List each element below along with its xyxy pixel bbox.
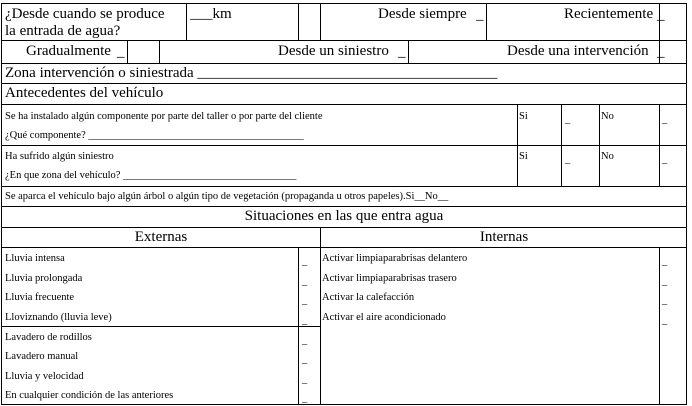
accident-yes-blank[interactable]: _ xyxy=(565,154,571,165)
external-item: Lavadero manual xyxy=(5,351,79,362)
option-since-intervention: Desde una intervención xyxy=(507,43,649,59)
col-divider xyxy=(186,3,187,40)
external-item: Lluvia intensa xyxy=(5,253,65,264)
col-divider xyxy=(298,3,299,40)
col-divider xyxy=(659,247,660,405)
col-divider xyxy=(320,227,321,405)
accident-question: Ha sufrido algún siniestro xyxy=(5,151,114,162)
water-situations-title: Situaciones en las que entra agua xyxy=(244,208,444,224)
row-divider xyxy=(1,40,687,41)
component-installed-question: Se ha instalado algún componente por parte del taller o por parte del cliente xyxy=(5,111,323,122)
row-divider xyxy=(1,326,321,327)
component-no-label: No xyxy=(601,111,614,122)
component-no-blank[interactable]: _ xyxy=(662,114,668,125)
internal-item: Activar limpiaparabrisas trasero xyxy=(322,273,457,284)
option-always-blank[interactable]: _ xyxy=(476,7,484,23)
row-divider xyxy=(1,104,687,105)
row-divider xyxy=(1,83,687,84)
option-recently-blank[interactable]: _ xyxy=(657,7,665,23)
option-since-intervention-blank[interactable]: _ xyxy=(657,44,665,60)
row-divider xyxy=(1,63,687,64)
external-item: Lluvia frecuente xyxy=(5,292,75,303)
row-divider xyxy=(1,247,687,248)
internal-item: Activar limpiaparabrisas delantero xyxy=(322,253,468,264)
vehicle-history-title: Antecedentes del vehículo xyxy=(5,85,164,101)
col-divider xyxy=(159,40,160,63)
km-field[interactable]: ___km xyxy=(190,6,232,22)
row-divider xyxy=(1,227,687,228)
internal-header: Internas xyxy=(479,229,529,245)
col-divider xyxy=(599,104,600,186)
external-item-blank[interactable]: _ xyxy=(302,374,308,385)
row-divider xyxy=(1,145,687,146)
external-item: Lavadero de rodillos xyxy=(5,332,92,343)
row-divider xyxy=(1,206,687,207)
row-divider xyxy=(1,186,687,187)
external-item: Lluvia prolongada xyxy=(5,273,83,284)
internal-item-blank[interactable]: _ xyxy=(662,315,668,326)
external-item: Lloviznando (lluvia leve) xyxy=(5,312,112,323)
col-divider xyxy=(127,40,128,63)
col-divider xyxy=(659,104,660,186)
component-yes-label: Si xyxy=(519,111,528,122)
col-divider xyxy=(408,40,409,63)
external-item-blank[interactable]: _ xyxy=(302,335,308,346)
external-item-blank[interactable]: _ xyxy=(302,354,308,365)
col-divider xyxy=(561,104,562,186)
component-field[interactable]: ¿Qué componente? _________________________________________ xyxy=(5,130,304,141)
external-item: Lluvia y velocidad xyxy=(5,371,84,382)
internal-item: Activar la calefacción xyxy=(322,292,415,303)
component-yes-blank[interactable]: _ xyxy=(565,114,571,125)
option-always: Desde siempre xyxy=(378,6,467,22)
option-since-accident: Desde un siniestro xyxy=(278,43,389,59)
internal-item-blank[interactable]: _ xyxy=(662,295,668,306)
internal-item-blank[interactable]: _ xyxy=(662,256,668,267)
external-item: En cualquier condición de las anteriores xyxy=(5,390,174,401)
accident-no-blank[interactable]: _ xyxy=(662,154,668,165)
external-item-blank[interactable]: _ xyxy=(302,256,308,267)
external-item-blank[interactable]: _ xyxy=(302,295,308,306)
internal-item-blank[interactable]: _ xyxy=(662,276,668,287)
col-divider xyxy=(298,247,299,405)
external-header: Externas xyxy=(134,229,188,245)
parking-question[interactable]: Se aparca el vehículo bajo algún árbol o algún tipo de vegetación (propaganda u otros papeles).Si__No__ xyxy=(5,191,449,202)
external-item-blank[interactable]: _ xyxy=(302,315,308,326)
option-gradually: Gradualmente xyxy=(26,43,111,59)
accident-yes-label: Si xyxy=(519,151,528,162)
external-item-blank[interactable]: _ xyxy=(302,393,308,404)
option-recently: Recientemente xyxy=(564,6,654,22)
external-item-blank[interactable]: _ xyxy=(302,276,308,287)
water-entry-question: ¿Desde cuando se produce xyxy=(5,6,165,22)
option-since-accident-blank[interactable]: _ xyxy=(398,44,406,60)
accident-no-label: No xyxy=(601,151,614,162)
col-divider xyxy=(517,104,518,186)
internal-item: Activar el aire acondicionado xyxy=(322,312,446,323)
option-gradually-blank[interactable]: _ xyxy=(117,44,125,60)
water-entry-question-line2: la entrada de agua? xyxy=(5,23,121,39)
accident-zone-field[interactable]: ¿En que zona del vehículo? _________________________________ xyxy=(5,170,297,181)
intervention-zone-field[interactable]: Zona intervención o siniestrada ________________________________________ xyxy=(5,65,498,81)
col-divider xyxy=(486,3,487,40)
col-divider xyxy=(320,3,321,40)
